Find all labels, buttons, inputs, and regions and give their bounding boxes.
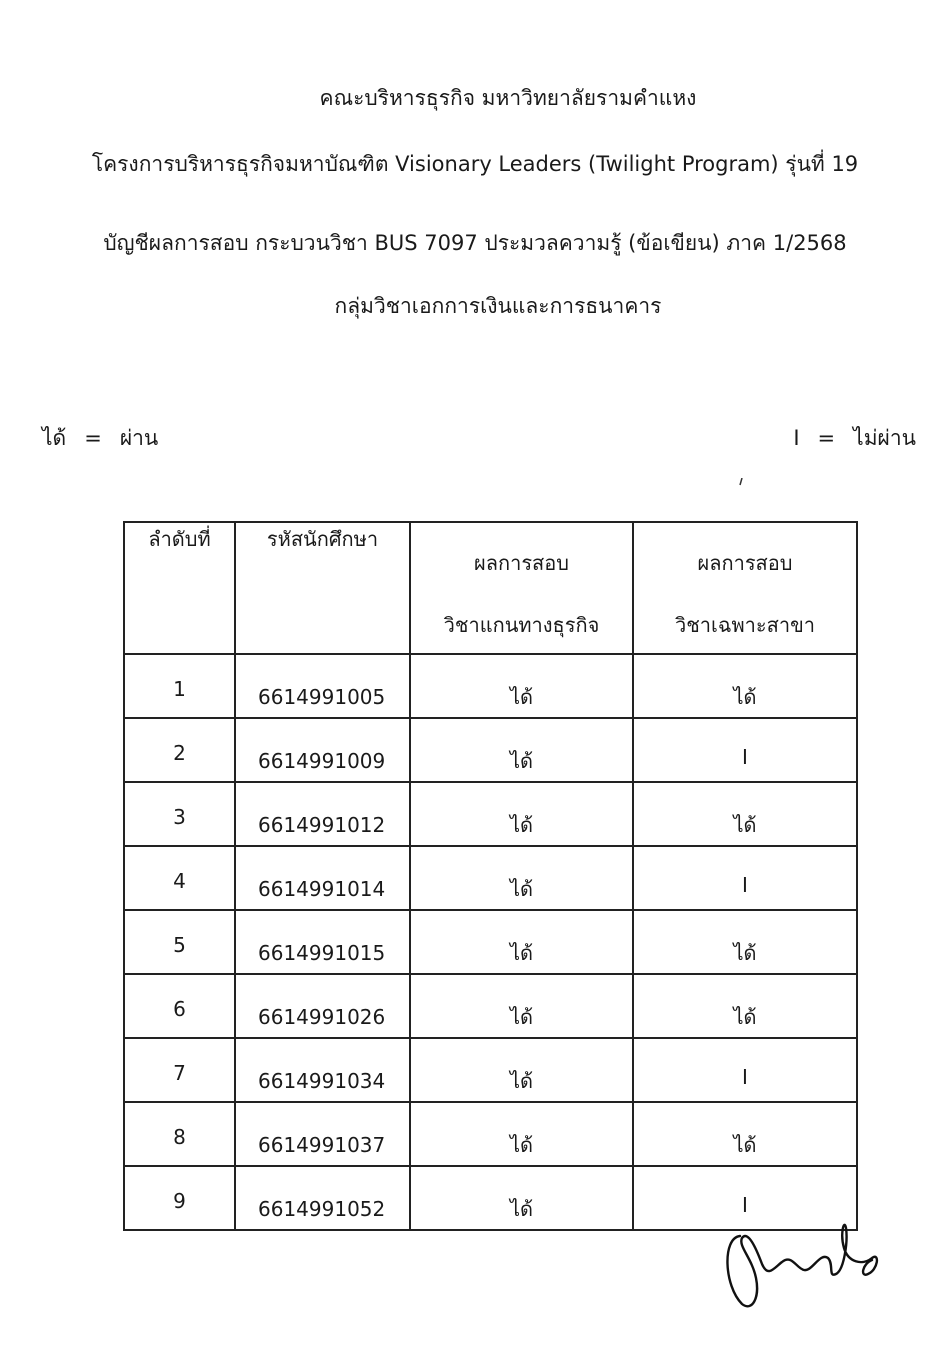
major-result: ได้ — [733, 685, 757, 709]
student-id: 6614991034 — [258, 1069, 386, 1093]
table-row — [124, 782, 857, 846]
major-result: I — [742, 873, 748, 897]
cell-major-result — [633, 846, 857, 910]
cell-core-result — [410, 1038, 633, 1102]
core-result: ได้ — [509, 1197, 534, 1221]
cell-core-result — [410, 974, 633, 1038]
cell-order — [124, 846, 235, 910]
row-number: 2 — [173, 741, 186, 765]
core-result: ได้ — [509, 941, 534, 965]
cell-order — [124, 1038, 235, 1102]
legend-pass-text: ผ่าน — [119, 426, 159, 450]
major-result: ได้ — [733, 813, 757, 837]
header-major-result — [633, 522, 857, 654]
header-line-faculty: คณะบริหารธุรกิจ มหาวิทยาลัยรามคำแหง — [319, 86, 697, 110]
row-number: 6 — [173, 997, 186, 1021]
core-result: ได้ — [509, 685, 534, 709]
cell-core-result — [410, 1102, 633, 1166]
row-number: 9 — [173, 1189, 186, 1213]
cell-core-result — [410, 654, 633, 718]
row-number: 5 — [173, 933, 186, 957]
cell-student-id — [235, 718, 410, 782]
cell-student-id — [235, 1166, 410, 1230]
cell-student-id — [235, 846, 410, 910]
row-number: 3 — [173, 805, 186, 829]
major-result: I — [742, 1065, 748, 1089]
legend-pass — [42, 422, 158, 455]
major-result: I — [742, 1193, 748, 1217]
core-result: ได้ — [509, 877, 534, 901]
legend-pass-symbol: ได้ — [42, 426, 67, 450]
cell-core-result — [410, 846, 633, 910]
cell-order — [124, 910, 235, 974]
cell-core-result — [410, 910, 633, 974]
core-result: ได้ — [509, 1133, 534, 1157]
header-line-program: โครงการบริหารธุรกิจมหาบัณฑิต Visionary Leaders (Twilight Program) รุ่นที่ 19 — [91, 152, 859, 176]
table-row — [124, 846, 857, 910]
table-header-row — [124, 522, 857, 654]
cell-student-id — [235, 782, 410, 846]
major-result: ได้ — [733, 1133, 757, 1157]
header-line-major: กลุ่มวิชาเอกการเงินและการธนาคาร — [334, 294, 662, 318]
student-id: 6614991037 — [258, 1133, 386, 1157]
table-row — [124, 718, 857, 782]
cell-student-id — [235, 1102, 410, 1166]
student-id: 6614991009 — [258, 749, 386, 773]
results-table — [123, 521, 858, 1231]
cell-core-result — [410, 782, 633, 846]
table-row — [124, 654, 857, 718]
core-result: ได้ — [509, 1069, 534, 1093]
row-number: 1 — [173, 677, 186, 701]
cell-major-result — [633, 910, 857, 974]
header-core-line2: วิชาแกนทางธุรกิจ — [443, 613, 600, 637]
cell-major-result — [633, 1038, 857, 1102]
core-result: ได้ — [509, 813, 534, 837]
cell-student-id — [235, 974, 410, 1038]
header-student-id: รหัสนักศึกษา — [235, 522, 410, 654]
table-row — [124, 974, 857, 1038]
cell-student-id — [235, 1038, 410, 1102]
cell-student-id — [235, 654, 410, 718]
header-core-result — [410, 522, 633, 654]
header-line-exam: บัญชีผลการสอบ กระบวนวิชา BUS 7097 ประมวลความรู้ (ข้อเขียน) ภาค 1/2568 — [103, 231, 847, 255]
core-result: ได้ — [509, 749, 534, 773]
legend-fail-symbol: I — [793, 426, 800, 450]
cell-major-result — [633, 1102, 857, 1166]
major-result: ได้ — [733, 941, 757, 965]
row-number: 8 — [173, 1125, 186, 1149]
cell-order — [124, 718, 235, 782]
major-result: ได้ — [733, 1005, 757, 1029]
student-id: 6614991026 — [258, 1005, 386, 1029]
cell-major-result — [633, 974, 857, 1038]
cell-core-result — [410, 1166, 633, 1230]
header-core-line1: ผลการสอบ — [474, 551, 569, 575]
header-order: ลำดับที่ — [124, 522, 235, 654]
cell-core-result — [410, 718, 633, 782]
table-row — [124, 910, 857, 974]
row-number: 4 — [173, 869, 186, 893]
student-id: 6614991015 — [258, 941, 386, 965]
header-major-line2: วิชาเฉพาะสาขา — [675, 613, 815, 637]
cell-order — [124, 974, 235, 1038]
student-id: 6614991005 — [258, 685, 386, 709]
table-row — [124, 1038, 857, 1102]
handwritten-signature — [712, 1208, 892, 1318]
legend-fail-text: ไม่ผ่าน — [853, 426, 916, 450]
cell-order — [124, 1102, 235, 1166]
student-id: 6614991014 — [258, 877, 386, 901]
student-id: 6614991012 — [258, 813, 386, 837]
table-row — [124, 1102, 857, 1166]
cell-major-result — [633, 654, 857, 718]
cell-order — [124, 654, 235, 718]
cell-major-result — [633, 718, 857, 782]
cell-student-id — [235, 910, 410, 974]
cell-order — [124, 782, 235, 846]
major-result: I — [742, 745, 748, 769]
core-result: ได้ — [509, 1005, 534, 1029]
header-major-line1: ผลการสอบ — [697, 551, 793, 575]
cell-major-result — [633, 782, 857, 846]
row-number: 7 — [173, 1061, 186, 1085]
cell-order — [124, 1166, 235, 1230]
legend-fail-equals: = — [817, 426, 836, 450]
legend-pass-equals: = — [84, 426, 102, 450]
student-id: 6614991052 — [258, 1197, 386, 1221]
stray-mark — [738, 478, 744, 486]
legend-fail — [793, 422, 916, 455]
